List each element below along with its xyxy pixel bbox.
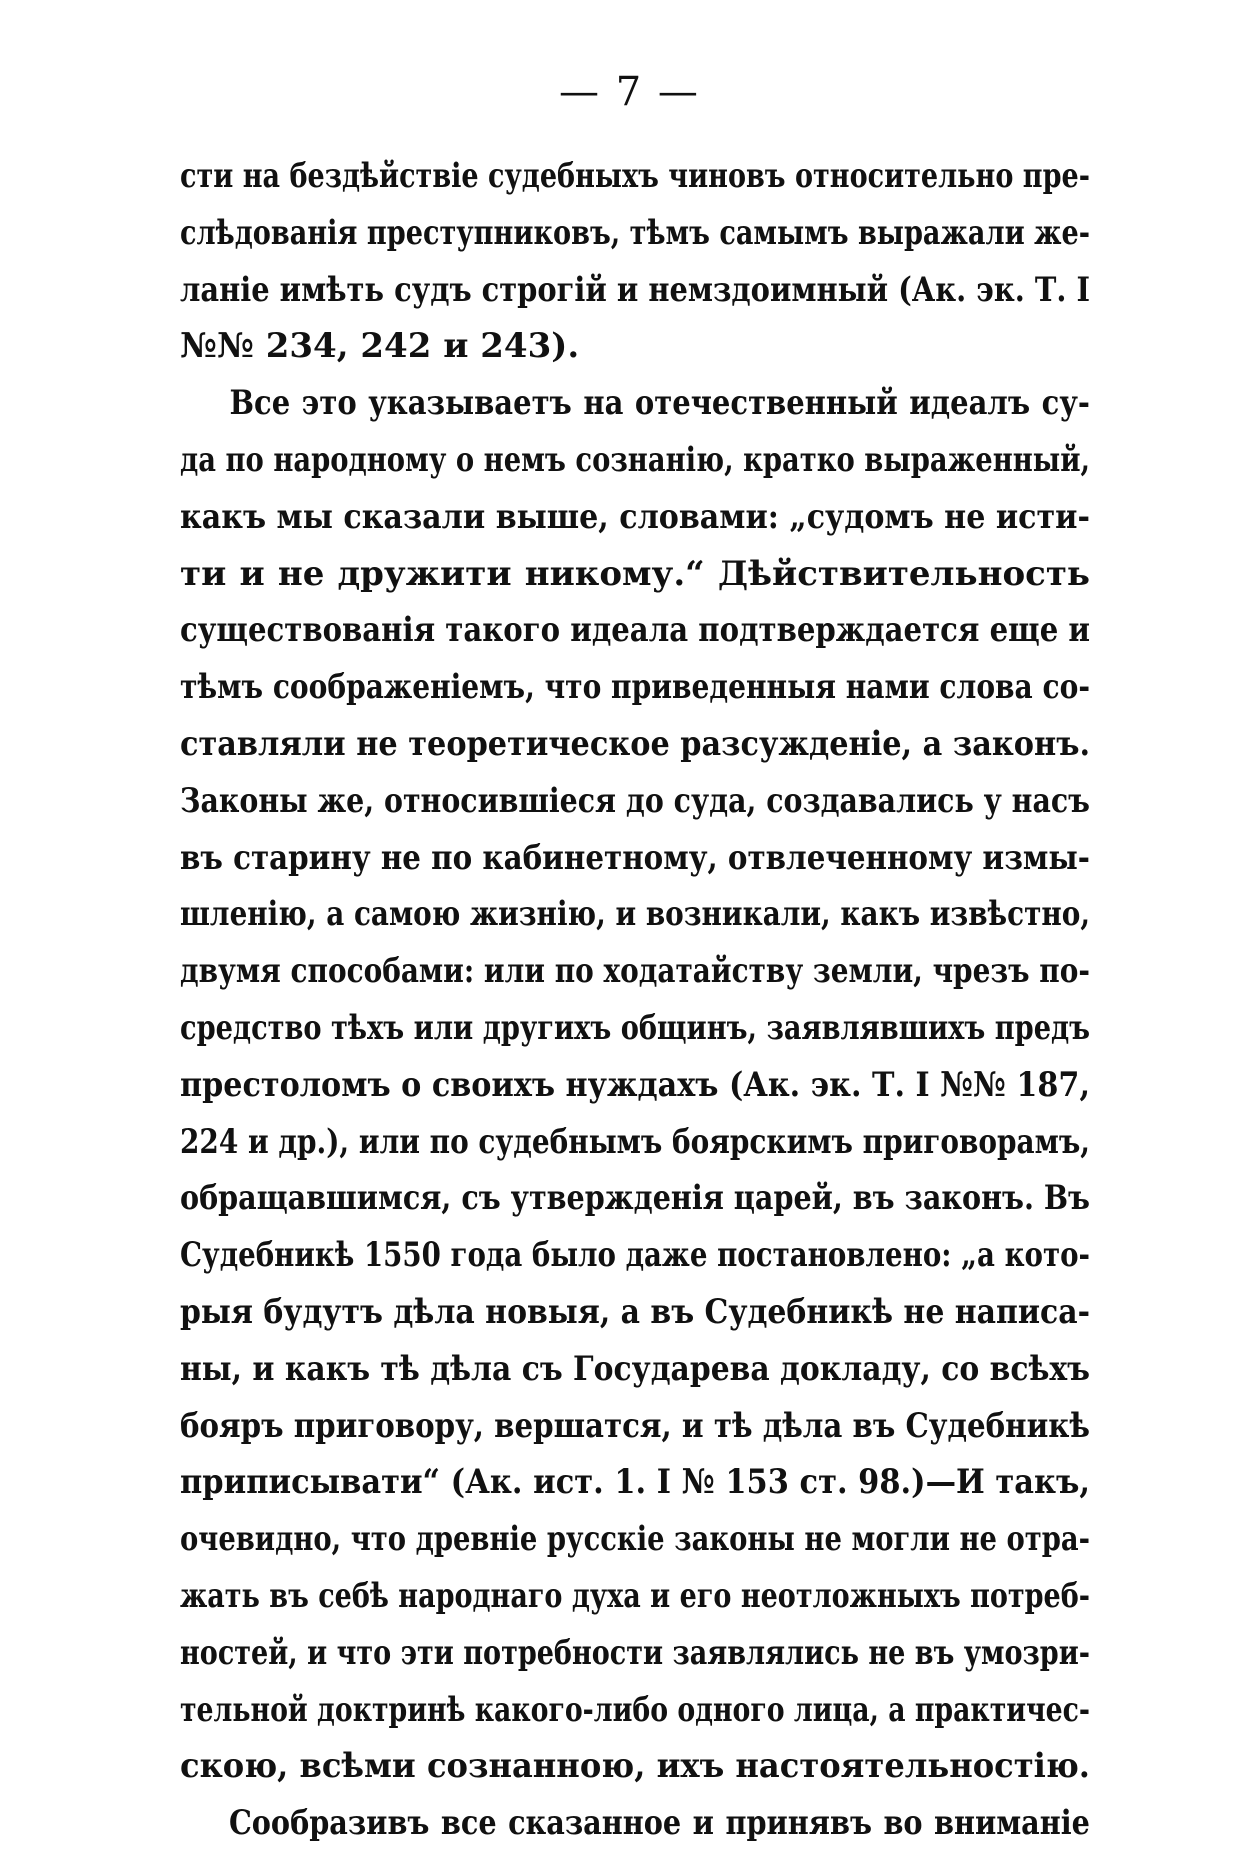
text-line: Сообразивъ все сказанное и принявъ во вниманіе: [228, 1803, 1090, 1844]
text-line: Судебникѣ 1550 года было даже постановлено: „а кото-: [180, 1235, 1091, 1276]
body-text: [180, 148, 1090, 1852]
text-line: сти на бездѣйствіе судебныхъ чиновъ относительно пре-: [180, 156, 1090, 196]
text-line: ставляли не теоретическое разсужденіе, а законъ.: [180, 723, 1091, 764]
text-line: въ старину не по кабинетному, отвлеченному измы-: [180, 837, 1090, 878]
text-line: средство тѣхъ или другихъ общинъ, заявлявшихъ предъ: [180, 1007, 1091, 1048]
text-line: престоломъ о своихъ нуждахъ (Ак. эк. Т. I №№ 187,: [180, 1064, 1090, 1105]
text-line: 224 и др.), или по судебнымъ боярскимъ приговорамъ,: [180, 1121, 1090, 1162]
text-line: какъ мы сказали выше, словами: „судомъ не исти-: [180, 496, 1090, 537]
text-line: ланіе имѣть судъ строгій и немздоимный (Ак. эк. Т. I: [180, 269, 1091, 310]
text-line: ностей, и что эти потребности заявлялись не въ умозри-: [180, 1632, 1090, 1673]
text-line: рыя будутъ дѣла новыя, а въ Судебникѣ не написа-: [180, 1291, 1091, 1332]
text-line: бояръ приговору, вершатся, и тѣ дѣла въ Судебникѣ: [180, 1405, 1091, 1446]
text-line: существованія такого идеала подтверждается еще и: [180, 610, 1091, 651]
text-line: №№ 234, 242 и 243).: [180, 326, 580, 367]
text-line: жать въ себѣ народнаго духа и его неотложныхъ потреб-: [180, 1575, 1090, 1616]
text-line: скою, всѣми сознанною, ихъ настоятельностію.: [180, 1746, 1090, 1787]
text-line: двумя способами: или по ходатайству земли, чрезъ по-: [180, 951, 1090, 992]
page-number: — 7 —: [559, 69, 700, 115]
text-line: обращавшимся, съ утвержденія царей, въ законъ. Въ: [180, 1178, 1091, 1219]
text-line: тельной доктринѣ какого-либо одного лица, а практичес-: [180, 1689, 1091, 1730]
text-line: Законы же, относившіеся до суда, создавались у насъ: [180, 780, 1090, 821]
text-line: приписывати“ (Ак. ист. 1. I № 153 ст. 98.)—И такъ,: [180, 1462, 1091, 1503]
text-line: да по народному о немъ сознанію, кратко выраженный,: [180, 439, 1091, 480]
text-line: Все это указываетъ на отечественный идеалъ су-: [229, 383, 1090, 424]
text-line: тѣмъ соображеніемъ, что приведенныя нами слова со-: [180, 667, 1090, 708]
text-line: шленію, а самою жизнію, и возникали, какъ извѣстно,: [180, 894, 1091, 935]
text-line: слѣдованія преступниковъ, тѣмъ самымъ выражали же-: [180, 212, 1091, 253]
text-line: ны, и какъ тѣ дѣла съ Государева докладу, со всѣхъ: [180, 1348, 1091, 1389]
text-line: очевидно, что древніе русскіе законы не могли не отра-: [180, 1519, 1091, 1560]
text-line: ти и не дружити никому.“ Дѣйствительность: [180, 553, 1090, 594]
